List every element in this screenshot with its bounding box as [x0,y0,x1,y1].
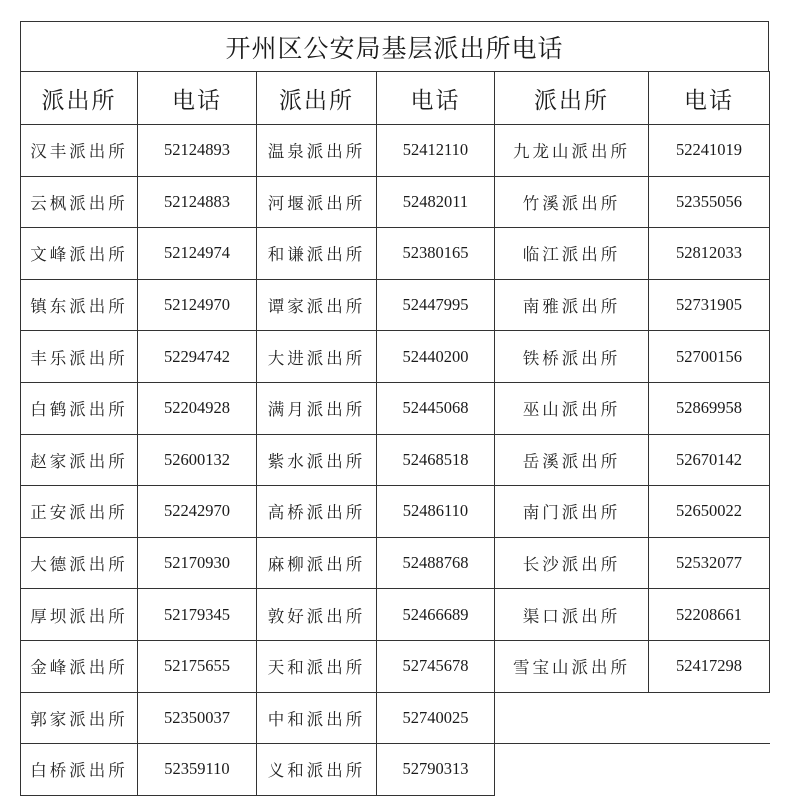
station-phone-cell: 52745678 [377,640,495,692]
station-phone-cell: 52731905 [649,279,770,331]
station-phone-cell: 52486110 [377,486,495,538]
station-phone-cell: 52208661 [649,589,770,641]
column-header-station: 派出所 [21,72,138,125]
station-name-cell: 丰乐派出所 [21,331,138,383]
station-phone-cell: 52447995 [377,279,495,331]
station-phone-cell: 52790313 [377,744,495,796]
table-row [21,228,770,280]
station-phone-cell: 52175655 [138,640,257,692]
station-name-cell: 大进派出所 [257,331,377,383]
station-name-cell: 长沙派出所 [495,537,649,589]
station-name-cell: 厚坝派出所 [21,589,138,641]
station-name-cell: 文峰派出所 [21,228,138,280]
station-phone-cell: 52740025 [377,692,495,744]
table-row [21,486,770,538]
police-station-phone-table [20,71,770,796]
station-phone-cell: 52294742 [138,331,257,383]
station-phone-cell: 52650022 [649,486,770,538]
station-phone-cell: 52170930 [138,537,257,589]
station-phone-cell: 52417298 [649,640,770,692]
station-phone-cell: 52670142 [649,434,770,486]
station-phone-cell: 52445068 [377,382,495,434]
station-name-cell: 紫水派出所 [257,434,377,486]
table-row [21,692,770,744]
station-name-cell: 河堰派出所 [257,176,377,228]
empty-cell [649,692,770,744]
station-name-cell: 九龙山派出所 [495,125,649,177]
station-phone-cell: 52869958 [649,382,770,434]
station-name-cell: 和谦派出所 [257,228,377,280]
station-name-cell: 谭家派出所 [257,279,377,331]
station-name-cell: 雪宝山派出所 [495,640,649,692]
station-name-cell: 温泉派出所 [257,125,377,177]
station-name-cell: 南雅派出所 [495,279,649,331]
table-row [21,589,770,641]
table-row [21,279,770,331]
station-phone-cell: 52204928 [138,382,257,434]
station-phone-cell: 52812033 [649,228,770,280]
station-name-cell: 渠口派出所 [495,589,649,641]
station-name-cell: 敦好派出所 [257,589,377,641]
station-phone-cell: 52124970 [138,279,257,331]
station-phone-cell: 52380165 [377,228,495,280]
station-name-cell: 铁桥派出所 [495,331,649,383]
station-phone-cell: 52700156 [649,331,770,383]
column-header-phone: 电话 [377,72,495,125]
station-phone-cell: 52355056 [649,176,770,228]
column-header-station: 派出所 [257,72,377,125]
station-phone-cell: 52179345 [138,589,257,641]
station-phone-cell: 52466689 [377,589,495,641]
station-name-cell: 大德派出所 [21,537,138,589]
station-phone-cell: 52532077 [649,537,770,589]
station-name-cell: 金峰派出所 [21,640,138,692]
table-row [21,125,770,177]
table-row [21,434,770,486]
station-name-cell: 白桥派出所 [21,744,138,796]
station-phone-cell: 52468518 [377,434,495,486]
table-row [21,176,770,228]
station-name-cell: 镇东派出所 [21,279,138,331]
station-name-cell: 高桥派出所 [257,486,377,538]
column-header-phone: 电话 [138,72,257,125]
table-row [21,331,770,383]
station-name-cell: 正安派出所 [21,486,138,538]
table-row [21,537,770,589]
station-phone-cell: 52600132 [138,434,257,486]
station-name-cell: 赵家派出所 [21,434,138,486]
table-row [21,640,770,692]
table-row [21,382,770,434]
station-name-cell: 白鹤派出所 [21,382,138,434]
station-name-cell: 巫山派出所 [495,382,649,434]
station-phone-cell: 52440200 [377,331,495,383]
station-phone-cell: 52482011 [377,176,495,228]
station-name-cell: 竹溪派出所 [495,176,649,228]
station-name-cell: 满月派出所 [257,382,377,434]
column-header-phone: 电话 [649,72,770,125]
station-name-cell: 天和派出所 [257,640,377,692]
station-phone-cell: 52124883 [138,176,257,228]
station-phone-cell: 52488768 [377,537,495,589]
empty-cell [649,744,770,796]
station-name-cell: 义和派出所 [257,744,377,796]
station-phone-cell: 52359110 [138,744,257,796]
station-name-cell: 岳溪派出所 [495,434,649,486]
station-phone-cell: 52242970 [138,486,257,538]
column-header-station: 派出所 [495,72,649,125]
station-name-cell: 麻柳派出所 [257,537,377,589]
station-name-cell: 云枫派出所 [21,176,138,228]
empty-cell [495,692,649,744]
station-phone-cell: 52124974 [138,228,257,280]
station-name-cell: 临江派出所 [495,228,649,280]
station-phone-cell: 52124893 [138,125,257,177]
table-row [21,744,770,796]
station-name-cell: 南门派出所 [495,486,649,538]
station-name-cell: 郭家派出所 [21,692,138,744]
station-name-cell: 汉丰派出所 [21,125,138,177]
station-phone-cell: 52412110 [377,125,495,177]
header-row [21,72,770,125]
station-phone-cell: 52241019 [649,125,770,177]
empty-cell [495,744,649,796]
station-name-cell: 中和派出所 [257,692,377,744]
station-phone-cell: 52350037 [138,692,257,744]
table-title: 开州区公安局基层派出所电话 [20,21,769,71]
